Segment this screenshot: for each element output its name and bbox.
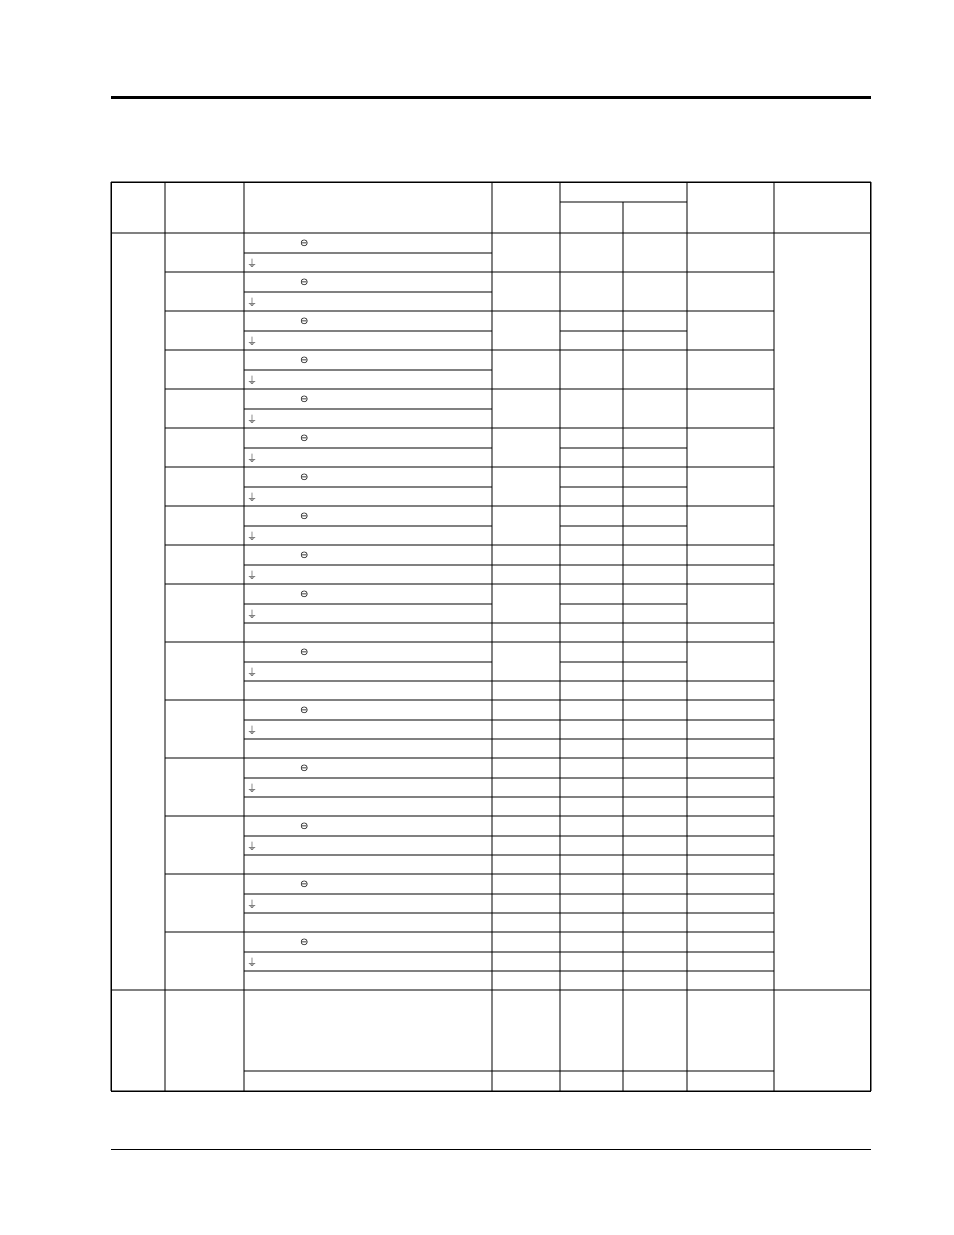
ground-circle-icon: ⏚: [247, 958, 257, 969]
minus-circle-icon: ⊖: [300, 277, 309, 288]
minus-circle-icon: ⊖: [300, 394, 309, 405]
ground-circle-icon: ⏚: [247, 668, 257, 679]
ground-circle-icon: ⏚: [247, 532, 257, 543]
ground-circle-icon: ⏚: [247, 784, 257, 795]
minus-circle-icon: ⊖: [300, 763, 309, 774]
minus-circle-icon: ⊖: [300, 472, 309, 483]
minus-circle-icon: ⊖: [300, 238, 309, 249]
minus-circle-icon: ⊖: [300, 705, 309, 716]
minus-circle-icon: ⊖: [300, 879, 309, 890]
spec-table: [111, 182, 871, 1092]
ground-circle-icon: ⏚: [247, 337, 257, 348]
minus-circle-icon: ⊖: [300, 647, 309, 658]
ground-circle-icon: ⏚: [247, 415, 257, 426]
ground-circle-icon: ⏚: [247, 454, 257, 465]
ground-circle-icon: ⏚: [247, 298, 257, 309]
minus-circle-icon: ⊖: [300, 937, 309, 948]
minus-circle-icon: ⊖: [300, 511, 309, 522]
minus-circle-icon: ⊖: [300, 589, 309, 600]
ground-circle-icon: ⏚: [247, 571, 257, 582]
minus-circle-icon: ⊖: [300, 355, 309, 366]
minus-circle-icon: ⊖: [300, 433, 309, 444]
ground-circle-icon: ⏚: [247, 842, 257, 853]
minus-circle-icon: ⊖: [300, 821, 309, 832]
ground-circle-icon: ⏚: [247, 900, 257, 911]
minus-circle-icon: ⊖: [300, 550, 309, 561]
header-rule: [111, 96, 871, 99]
minus-circle-icon: ⊖: [300, 316, 309, 327]
ground-circle-icon: ⏚: [247, 493, 257, 504]
ground-circle-icon: ⏚: [247, 259, 257, 270]
footer-rule: [111, 1149, 871, 1150]
ground-circle-icon: ⏚: [247, 376, 257, 387]
ground-circle-icon: ⏚: [247, 610, 257, 621]
ground-circle-icon: ⏚: [247, 726, 257, 737]
